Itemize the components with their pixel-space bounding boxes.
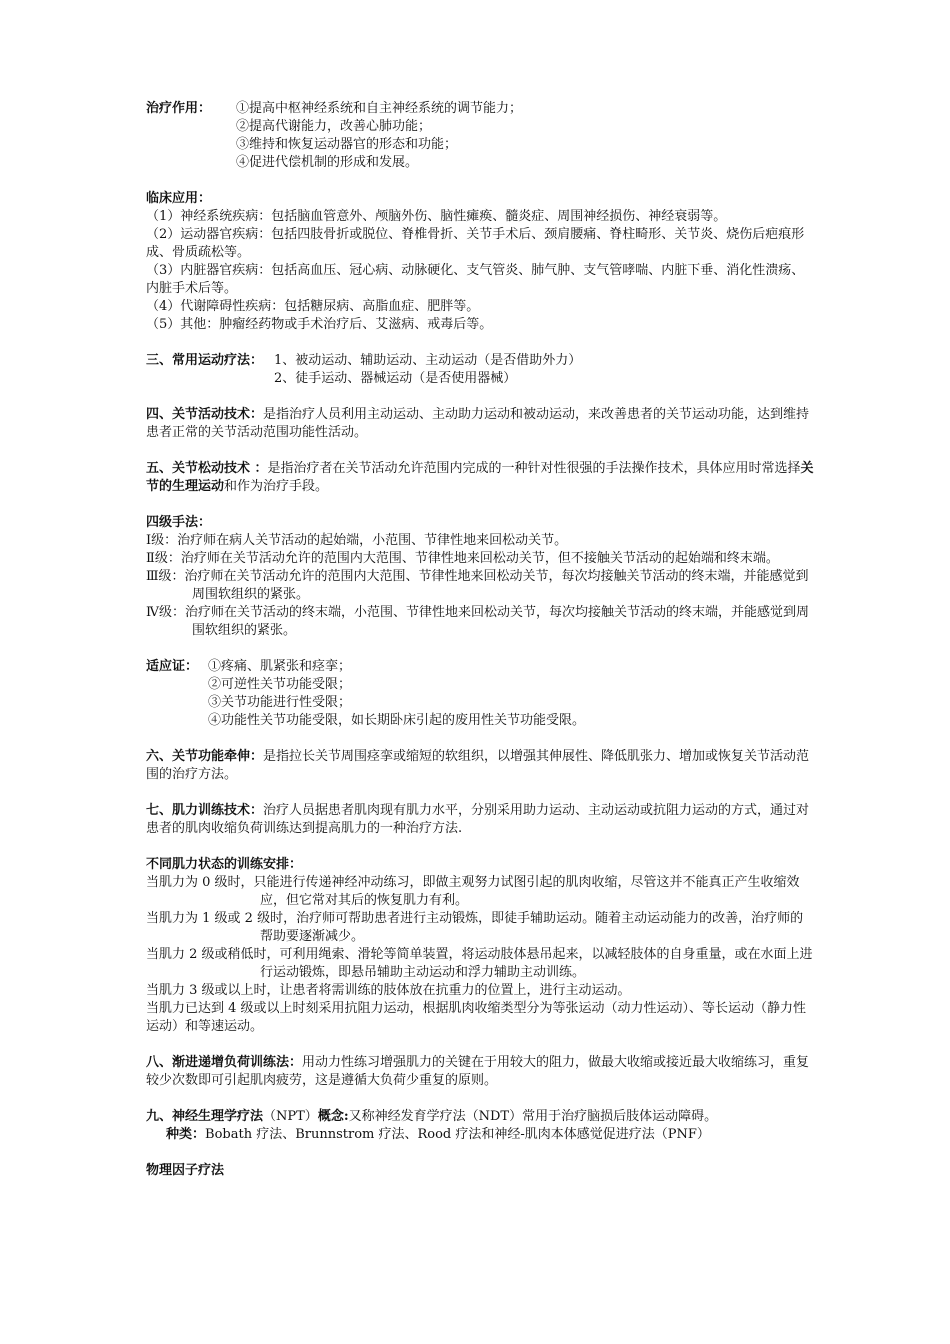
therapy-effects-list [236,100,814,172]
list-item: （2）运动器官疾病：包括四肢骨折或脱位、脊椎骨折、关节手术后、颈肩腰痛、脊柱畸形、关节炎、烧伤后疤痕形成、骨质疏松等。 [146,227,805,260]
sec6-label: 六、关节功能牵伸： [146,749,264,764]
sec5-text1: 是指治疗者在关节活动允许范围内完成的一种针对性很强的手法操作技术，具体应用时常选择 [267,461,801,476]
sec9-abbr: （NPT） [263,1109,318,1124]
strength-item: 当肌力 2 级或稍低时，可利用绳索、滑轮等简单装置，将运动肢体悬吊起来，以减轻肢体的自身重量，或在水面上进行运动锻炼，即悬吊辅助主动运动和浮力辅助主动训练。 [146,947,813,980]
sec4-text: 是指治疗人员利用主动运动、主动助力运动和被动运动，来改善患者的关节运动功能，达到维持患者正常的关节活动范围功能性活动。 [146,407,810,440]
list-item: （3）内脏器官疾病：包括高血压、冠心病、动脉硬化、支气管炎、肺气肿、支气管哮喘、内脏下垂、消化性溃疡、内脏手术后等。 [146,263,805,296]
list-item: 1、被动运动、辅助运动、主动运动（是否借助外力） [274,353,582,368]
list-item: （4）代谢障碍性疾病：包括糖尿病、高脂血症、肥胖等。 [146,299,480,314]
clinical-heading: 临床应用： [146,191,212,206]
sec7-label: 七、肌力训练技术： [146,803,264,818]
sec6-paragraph [146,748,814,784]
sec4-label: 四、关节活动技术： [146,407,264,422]
physical-heading: 物理因子疗法 [146,1163,225,1178]
list-item: ②提高代谢能力，改善心肺功能； [236,119,432,134]
list-item: ①提高中枢神经系统和自主神经系统的调节能力； [236,101,523,116]
strength-item: 当肌力 3 级或以上时，让患者将需训练的肢体放在抗重力的位置上，进行主动运动。 [146,983,631,998]
sec5-bold: 关节的生理运动 [146,461,814,494]
sec9-paragraph [146,1108,814,1126]
indications-label: 适应证： [146,659,199,674]
list-item: ④促进代偿机制的形成和发展。 [236,155,419,170]
strength-heading: 不同肌力状态的训练安排： [146,857,303,872]
therapy-effects-label: 治疗作用： [146,101,212,116]
list-item: ①疼痛、肌紧张和痉挛； [208,659,352,674]
sec4-paragraph [146,406,814,442]
strength-item: 当肌力为 1 级或 2 级时，治疗师可帮助患者进行主动锻炼，即徒手辅助运动。随着主动运动能力的改善，治疗师的帮助要逐渐减少。 [146,911,804,944]
sec9-concept-label: 概念: [317,1109,349,1124]
sec3-section [146,352,814,388]
sec8-label: 八、渐进递增负荷训练法： [146,1055,303,1070]
sec3-list [274,352,814,388]
sec9-label: 九、神经生理学疗法 [146,1109,264,1124]
list-item: ③关节功能进行性受限； [208,695,352,710]
strength-item: 当肌力为 0 级时，只能进行传递神经冲动练习，即做主观努力试图引起的肌肉收缩，尽管这并不能真正产生收缩效应，但它常对其后的恢复肌力有利。 [146,875,800,908]
grade-item: Ⅰ级：治疗师在病人关节活动的起始端，小范围、节律性地来回松动关节。 [146,533,568,548]
strength-item: 当肌力已达到 4 级或以上时刻采用抗阻力运动，根据肌肉收缩类型分为等张运动（动力性运动）、等长运动（静力性运动）和等速运动。 [146,1001,807,1034]
sec8-paragraph [146,1054,814,1090]
list-item: ④功能性关节功能受限，如长期卧床引起的废用性关节功能受限。 [208,713,586,728]
sec9-types [146,1126,814,1144]
grades-heading: 四级手法： [146,515,212,530]
grade-item: Ⅲ级：治疗师在关节活动允许的范围内大范围、节律性地来回松动关节，每次均接触关节活动的终末端，并能感觉到周围软组织的紧张。 [146,569,809,602]
sec5-text2: 和作为治疗手段。 [224,479,329,494]
sec3-label: 三、常用运动疗法： [146,353,264,368]
list-item: ③维持和恢复运动器官的形态和功能； [236,137,458,152]
grade-item: Ⅱ级：治疗师在关节活动允许的范围内大范围、节律性地来回松动关节，但不接触关节活动的起始端和终末端。 [146,551,779,566]
sec9-concept: 又称神经发育学疗法（NDT）常用于治疗脑损后肢体运动障碍。 [348,1109,718,1124]
sec7-paragraph [146,802,814,838]
indications-list [208,658,814,730]
grade-item: Ⅳ级：治疗师在关节活动的终末端，小范围、节律性地来回松动关节，每次均接触关节活动的终末端，并能感觉到周围软组织的紧张。 [146,605,809,638]
list-item: ②可逆性关节功能受限； [208,677,352,692]
sec5-paragraph [146,460,814,496]
list-item: （1）神经系统疾病：包括脑血管意外、颅脑外伤、脑性瘫痪、髓炎症、周围神经损伤、神经衰弱等。 [146,209,727,224]
list-item: 2、徒手运动、器械运动（是否使用器械） [274,371,517,386]
sec6-text: 是指拉长关节周围痉挛或缩短的软组织，以增强其伸展性、降低肌张力、增加或恢复关节活动范围的治疗方法。 [146,749,810,782]
sec9-types-text: Bobath 疗法、Brunnstrom 疗法、Rood 疗法和神经-肌肉本体感觉促进疗法（PNF） [205,1127,710,1142]
sec8-text: 用动力性练习增强肌力的关键在于用较大的阻力，做最大收缩或接近最大收缩练习，重复较少次数即可引起肌肉疲劳，这是遵循大负荷少重复的原则。 [146,1055,810,1088]
sec9-types-label: 种类： [166,1127,206,1142]
sec5-label: 五、关节松动技术 ： [146,461,268,476]
document-body [146,100,814,1180]
sec7-text: 治疗人员据患者肌肉现有肌力水平，分别采用助力运动、主动运动或抗阻力运动的方式，通过对患者的肌肉收缩负荷训练达到提高肌力的一种治疗方法. [146,803,810,836]
list-item: （5）其他：肿瘤经药物或手术治疗后、艾滋病、戒毒后等。 [146,317,493,332]
therapy-effects-section [146,100,814,172]
indications-section [146,658,814,730]
